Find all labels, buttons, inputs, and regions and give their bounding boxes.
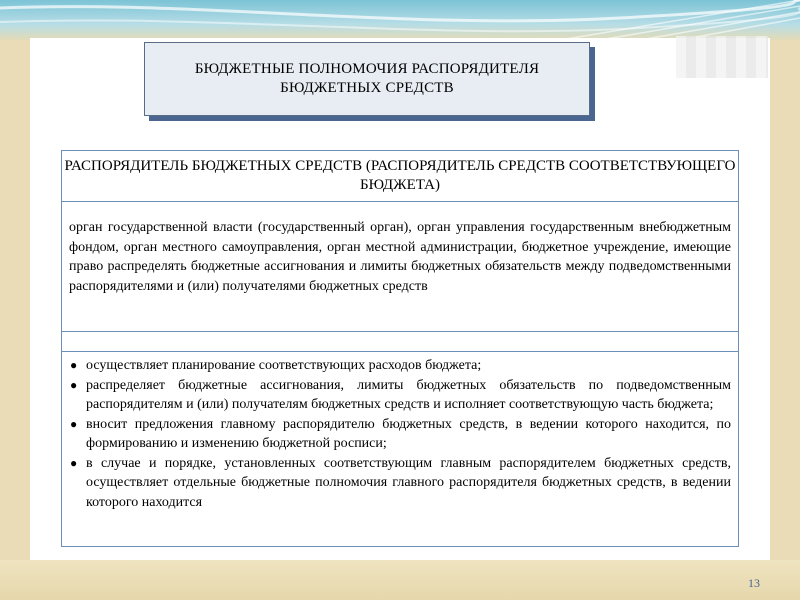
slide-title-box (144, 42, 590, 116)
section-header (62, 151, 738, 202)
definition-text: орган государственной власти (государственный орган), орган управления государственным внебюджетным фондом, орган местного самоуправления, орган местной администрации, бюджетное учреждение, имеющие право распределять бюджетные ассигнования и лимиты бюджетных обязательств между подведомственными распорядителями и (или) получателями бюджетных средств (69, 220, 731, 294)
section-header-text: РАСПОРЯДИТЕЛЬ БЮДЖЕТНЫХ СРЕДСТВ (РАСПОРЯДИТЕЛЬ СРЕДСТВ СООТВЕТСТВУЮЩЕГО БЮДЖЕТА) (64, 158, 736, 193)
powers-list (69, 356, 731, 512)
powers-section (62, 351, 738, 512)
list-item-text: вносит предложения главному распорядителю бюджетных средств, в ведении которого находится, по формированию и изменению бюджетной росписи; (86, 416, 731, 451)
bullet-icon: ● (70, 455, 78, 470)
list-item (69, 376, 731, 415)
list-item-text: осуществляет планирование соответствующих расходов бюджета; (86, 358, 482, 373)
background-bottom-band (0, 560, 800, 600)
list-item-text: распределяет бюджетные ассигнования, лимиты бюджетных обязательств по подведомственным распорядителям и (или) получателям бюджетных средств и исполняет соответствующую часть бюджета; (86, 377, 731, 412)
blurred-logo-area (676, 36, 768, 78)
list-item (69, 356, 731, 376)
background-top-band (0, 0, 800, 40)
decorative-swoosh (0, 0, 800, 40)
bullet-icon: ● (70, 358, 78, 372)
bullet-icon: ● (70, 416, 78, 431)
definition-card (61, 150, 739, 547)
list-item (69, 415, 731, 454)
definition-section (62, 202, 738, 332)
list-item (69, 454, 731, 513)
slide-title: БЮДЖЕТНЫЕ ПОЛНОМОЧИЯ РАСПОРЯДИТЕЛЯ БЮДЖЕТНЫХ СРЕДСТВ (194, 61, 540, 96)
page-number: 13 (748, 576, 760, 590)
list-item-text: в случае и порядке, установленных соответствующим главным распорядителем бюджетных средств, осуществляет отдельные бюджетные полномочия главного распорядителя бюджетных средств, в ведении которого находится (86, 455, 731, 510)
bullet-icon: ● (70, 377, 78, 392)
